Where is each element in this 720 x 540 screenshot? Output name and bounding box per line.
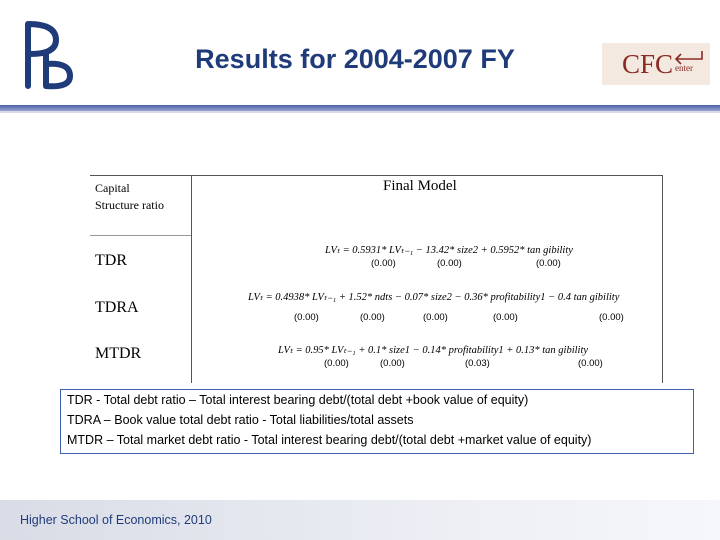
- pvalue: (0.00): [578, 358, 603, 369]
- equation-tdr: LVₜ = 0.5931* LVₜ₋₁ − 13.42* size2 + 0.5952* tan gibility: [325, 245, 573, 256]
- column-header-ratio: [95, 180, 164, 214]
- row-divider: [90, 235, 191, 236]
- column-header-ratio-line2: Structure ratio: [95, 198, 164, 212]
- definition-mtdr: MTDR – Total market debt ratio - Total interest bearing debt/(total debt +market value of equity): [67, 433, 592, 447]
- definitions-box: [60, 389, 694, 454]
- equation-mtdr: LVₜ = 0.95* LVₜ₋₁ + 0.1* size1 − 0.14* profitability1 + 0.13* tan gibility: [278, 345, 589, 356]
- footer-text: Higher School of Economics, 2010: [20, 513, 212, 527]
- cfc-logo-sub: enter: [675, 63, 693, 73]
- pvalue: (0.00): [371, 258, 396, 269]
- row-label-tdra: TDRA: [95, 299, 139, 316]
- definition-tdr: TDR - Total debt ratio – Total interest bearing debt/(total debt +book value of equity): [67, 393, 529, 407]
- pvalue: (0.00): [423, 312, 448, 323]
- row-label-mtdr: MTDR: [95, 345, 142, 362]
- pvalue: (0.00): [536, 258, 561, 269]
- pvalue: (0.00): [360, 312, 385, 323]
- definition-tdra: TDRA – Book value total debt ratio - Total liabilities/total assets: [67, 413, 414, 427]
- equation-tdra: LVₜ = 0.4938* LVₜ₋₁ + 1.52* ndts − 0.07* size2 − 0.36* profitability1 − 0.4 tan gibility: [248, 292, 620, 303]
- page-title: Results for 2004-2007 FY: [195, 44, 515, 74]
- pvalue: (0.00): [599, 312, 624, 323]
- slide-header: [0, 0, 720, 105]
- column-header-model: Final Model: [383, 178, 457, 194]
- pvalue: (0.00): [493, 312, 518, 323]
- row-label-tdr: TDR: [95, 252, 127, 269]
- slide-footer: [0, 500, 720, 540]
- pvalue: (0.00): [380, 358, 405, 369]
- pvalue: (0.03): [465, 358, 490, 369]
- column-divider: [191, 176, 192, 383]
- results-table: [90, 175, 663, 383]
- header-divider-light: [0, 111, 720, 113]
- cfc-logo-text: CFC: [622, 49, 674, 79]
- cfc-logo: [602, 43, 710, 85]
- pvalue: (0.00): [324, 358, 349, 369]
- pvalue: (0.00): [437, 258, 462, 269]
- pvalue: (0.00): [294, 312, 319, 323]
- hse-logo-icon: [18, 14, 80, 92]
- column-header-ratio-line1: Capital: [95, 181, 130, 195]
